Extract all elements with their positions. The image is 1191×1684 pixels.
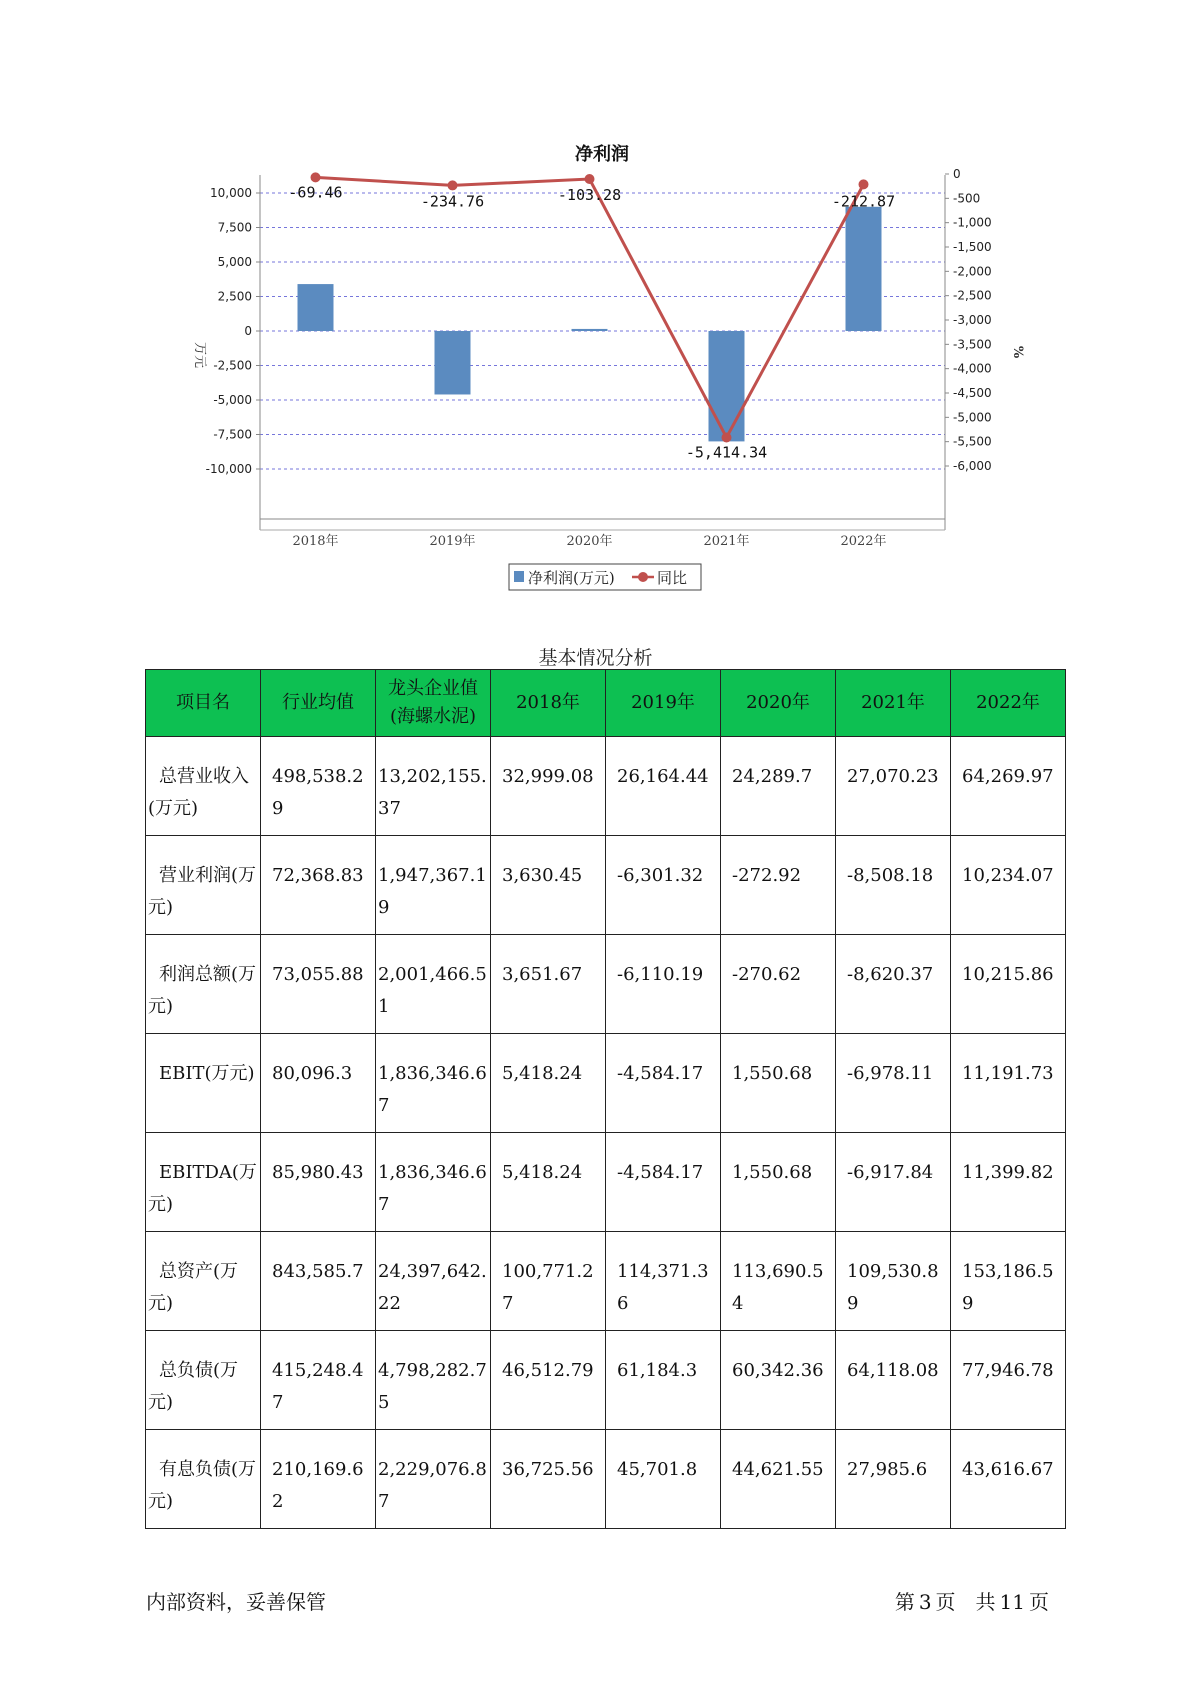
cell-value: 64,269.97 [962,766,1054,787]
row-label: EBIT(万元) [159,1063,255,1084]
cell-value: 64,118.08 [847,1360,939,1381]
cell-value: 843,585.7 [272,1261,364,1282]
cell-value: 85,980.43 [272,1162,364,1183]
right-tick-label: -3,000 [953,313,992,327]
cell-value: -6,110.19 [617,964,704,985]
value-cell [261,935,376,1034]
cell-value: 153,186.59 [962,1261,1054,1314]
table-caption: 基本情况分析 [538,647,653,669]
cell-value: 10,215.86 [962,964,1054,985]
cell-value: 415,248.47 [272,1360,364,1413]
cell-value: 1,836,346.67 [378,1063,487,1116]
row-label: 总负债(万元) [148,1360,239,1413]
right-tick-label: -2,000 [953,264,992,279]
table-row [146,737,1066,836]
cell-value: -272.92 [732,865,802,886]
cell-value: 1,947,367.19 [378,865,487,918]
table-row [146,836,1066,935]
value-cell [606,935,721,1034]
value-cell [951,1034,1066,1133]
left-tick-label: -10,000 [205,462,252,476]
cell-value: 11,191.73 [962,1063,1054,1084]
cell-value: 45,701.8 [617,1459,698,1480]
value-cell [376,1133,491,1232]
value-cell [836,836,951,935]
row-label: 总营业收入(万元) [148,766,249,819]
value-cell [836,935,951,1034]
yoy-point-2021年 [722,432,732,442]
right-tick-label: -3,500 [953,337,992,352]
right-axis-label: % [1010,345,1025,359]
cell-value: 80,096.3 [272,1063,353,1084]
bar-2019年 [435,331,471,394]
value-cell [376,1034,491,1133]
cell-value: 4,798,282.75 [378,1360,487,1413]
value-cell [261,1133,376,1232]
value-cell [261,1430,376,1529]
x-axis-labels [292,533,886,549]
value-cell [836,1331,951,1430]
x-tick-label: 2020年 [566,534,613,549]
cell-value: -6,301.32 [617,865,704,886]
x-tick-label: 2022年 [840,534,887,549]
value-cell [491,1034,606,1133]
bar-2022年 [846,207,882,331]
chart-axes [260,175,945,530]
bar-series [298,207,882,442]
page-current: 3 [918,1590,932,1614]
left-tick-label: 2,500 [217,289,252,304]
legend-bar-label: 净利润(万元) [528,569,615,587]
cell-value: 3,630.45 [502,865,583,886]
cell-value: 3,651.67 [502,964,583,985]
cell-value: 100,771.27 [502,1261,594,1314]
cell-value: 60,342.36 [732,1360,824,1381]
cell-value: 24,397,642.22 [378,1261,487,1314]
value-cell [261,836,376,935]
yoy-point-2022年 [859,179,869,189]
cell-value: 114,371.36 [617,1261,709,1314]
yoy-line [316,177,864,437]
bar-2018年 [298,284,334,331]
value-cell [606,836,721,935]
right-tick-label: -2,500 [953,288,992,303]
cell-value: -8,620.37 [847,964,934,985]
left-tick-label: 5,000 [217,255,252,269]
value-cell [721,1232,836,1331]
value-cell [491,836,606,935]
cell-value: -4,584.17 [617,1162,704,1183]
value-cell [721,1430,836,1529]
value-cell [606,1133,721,1232]
basic-analysis-table [145,669,1066,1529]
value-cell [491,737,606,836]
cell-value: 61,184.3 [617,1360,698,1381]
value-cell [721,1034,836,1133]
yoy-point-2018年 [311,172,321,182]
cell-value: 36,725.56 [502,1459,594,1480]
value-cell [606,1034,721,1133]
chart-title: 净利润 [575,144,629,165]
bar-2020年 [572,329,608,331]
yoy-data-label: -69.46 [288,183,343,202]
right-tick-label: -5,000 [953,410,992,425]
value-cell [836,1133,951,1232]
x-tick-label: 2019年 [429,534,476,549]
row-label: 总资产(万元) [148,1261,239,1314]
confidential-note: 内部资料，妥善保管 [146,1590,326,1614]
page-mid: 页 共 [935,1590,996,1614]
value-cell [376,1232,491,1331]
value-cell [376,1430,491,1529]
chart-legend [509,564,701,590]
value-cell [951,1331,1066,1430]
cell-value: 27,985.6 [847,1459,928,1480]
value-cell [606,737,721,836]
cell-value: 13,202,155.37 [378,766,487,819]
yoy-point-2020年 [585,174,595,184]
cell-value: 2,229,076.87 [378,1459,487,1512]
left-tick-label: 10,000 [210,186,252,200]
value-cell [721,935,836,1034]
value-cell [721,1331,836,1430]
value-cell [951,1133,1066,1232]
cell-value: 5,418.24 [502,1162,583,1183]
cell-value: 210,169.62 [272,1459,364,1512]
cell-value: 113,690.54 [732,1261,824,1314]
yoy-data-label: -103.28 [557,186,622,205]
cell-value: 5,418.24 [502,1063,583,1084]
value-cell [951,737,1066,836]
header-cell: 龙头企业值(海螺水泥) [376,670,491,737]
cell-value: 11,399.82 [962,1162,1054,1183]
left-tick-label: -2,500 [213,358,252,373]
cell-value: -6,978.11 [847,1063,934,1084]
table-row [146,1133,1066,1232]
row-label: 营业利润(万元) [148,865,257,918]
yoy-data-label: -234.76 [420,192,485,211]
cell-value: 43,616.67 [962,1459,1054,1480]
value-cell [261,1034,376,1133]
right-tick-label: 0 [953,167,961,181]
yoy-data-label: -212.87 [831,192,896,211]
value-cell [376,737,491,836]
left-tick-label: 7,500 [217,220,252,235]
value-cell [491,1430,606,1529]
right-tick-label: -4,500 [953,386,992,400]
left-tick-label: -5,000 [213,393,252,407]
right-tick-label: -4,000 [953,361,992,376]
value-cell [836,1430,951,1529]
right-tick-label: -500 [953,191,981,206]
cell-value: -4,584.17 [617,1063,704,1084]
value-cell [721,737,836,836]
cell-value: 498,538.29 [272,766,364,819]
x-tick-label: 2021年 [703,534,750,549]
header-cell: 2018年 [491,670,606,737]
left-tick-label: -7,500 [213,427,252,442]
row-label-cell [146,836,261,935]
page-total: 11 [999,1590,1025,1614]
table-body [146,737,1066,1529]
yoy-point-2019年 [448,180,458,190]
line-series [288,172,895,461]
legend-line-label: 同比 [657,569,688,587]
value-cell [606,1430,721,1529]
cell-value: 26,164.44 [617,766,709,787]
left-axis-label: 万元 [192,341,207,369]
cell-value: 10,234.07 [962,865,1054,886]
value-cell [951,1430,1066,1529]
table-row [146,1232,1066,1331]
value-cell [951,836,1066,935]
header-cell: 2020年 [721,670,836,737]
cell-value: -270.62 [732,964,802,985]
page-number [893,1586,1051,1615]
header-cell: 2021年 [836,670,951,737]
cell-value: 2,001,466.51 [378,964,487,1017]
table-row [146,1034,1066,1133]
value-cell [721,1133,836,1232]
right-axis-ticks [945,167,992,473]
value-cell [261,737,376,836]
header-cell: 项目名 [146,670,261,737]
value-cell [951,935,1066,1034]
row-label: EBITDA(万元) [148,1162,257,1215]
row-label-cell [146,1430,261,1529]
cell-value: 24,289.7 [732,766,813,787]
cell-value: 32,999.08 [502,766,594,787]
row-label-cell [146,1232,261,1331]
value-cell [836,737,951,836]
value-cell [491,935,606,1034]
row-label-cell [146,1133,261,1232]
value-cell [261,1331,376,1430]
table-row [146,935,1066,1034]
left-tick-label: 0 [244,324,252,338]
value-cell [721,836,836,935]
cell-value: -6,917.84 [847,1162,934,1183]
value-cell [491,1232,606,1331]
row-label-cell [146,1034,261,1133]
left-axis-ticks [206,186,260,476]
value-cell [376,1331,491,1430]
legend-line-marker [638,572,648,582]
cell-value: 73,055.88 [272,964,364,985]
cell-value: 77,946.78 [962,1360,1054,1381]
cell-value: 1,550.68 [732,1162,813,1183]
page-prefix: 第 [894,1590,915,1614]
page-suffix: 页 [1029,1590,1049,1614]
table-row [146,1430,1066,1529]
value-cell [376,935,491,1034]
value-cell [836,1232,951,1331]
value-cell [376,836,491,935]
table-row [146,1331,1066,1430]
cell-value: 44,621.55 [732,1459,824,1480]
x-tick-label: 2018年 [292,534,339,549]
cell-value: 109,530.89 [847,1261,939,1314]
cell-value: 72,368.83 [272,865,364,886]
cell-value: 1,550.68 [732,1063,813,1084]
right-tick-label: -6,000 [953,459,992,473]
row-label-cell [146,1331,261,1430]
row-label: 有息负债(万元) [148,1459,257,1512]
value-cell [261,1232,376,1331]
table-header-row [146,670,1066,737]
value-cell [491,1133,606,1232]
bar-2021年 [709,331,745,441]
value-cell [606,1331,721,1430]
right-tick-label: -1,500 [953,240,992,254]
cell-value: -8,508.18 [847,865,934,886]
value-cell [491,1331,606,1430]
right-tick-label: -1,000 [953,215,992,230]
value-cell [606,1232,721,1331]
row-label-cell [146,737,261,836]
value-cell [836,1034,951,1133]
header-cell: 2019年 [606,670,721,737]
yoy-data-label: -5,414.34 [685,443,768,462]
row-label-cell [146,935,261,1034]
row-label: 利润总额(万元) [148,964,257,1017]
cell-value: 27,070.23 [847,766,939,787]
legend-bar-swatch [514,571,524,582]
header-cell: 行业均值 [261,670,376,737]
cell-value: 46,512.79 [502,1360,594,1381]
right-tick-label: -5,500 [953,434,992,449]
net-profit-chart [0,0,1191,600]
value-cell [951,1232,1066,1331]
header-cell: 2022年 [951,670,1066,737]
cell-value: 1,836,346.67 [378,1162,487,1215]
